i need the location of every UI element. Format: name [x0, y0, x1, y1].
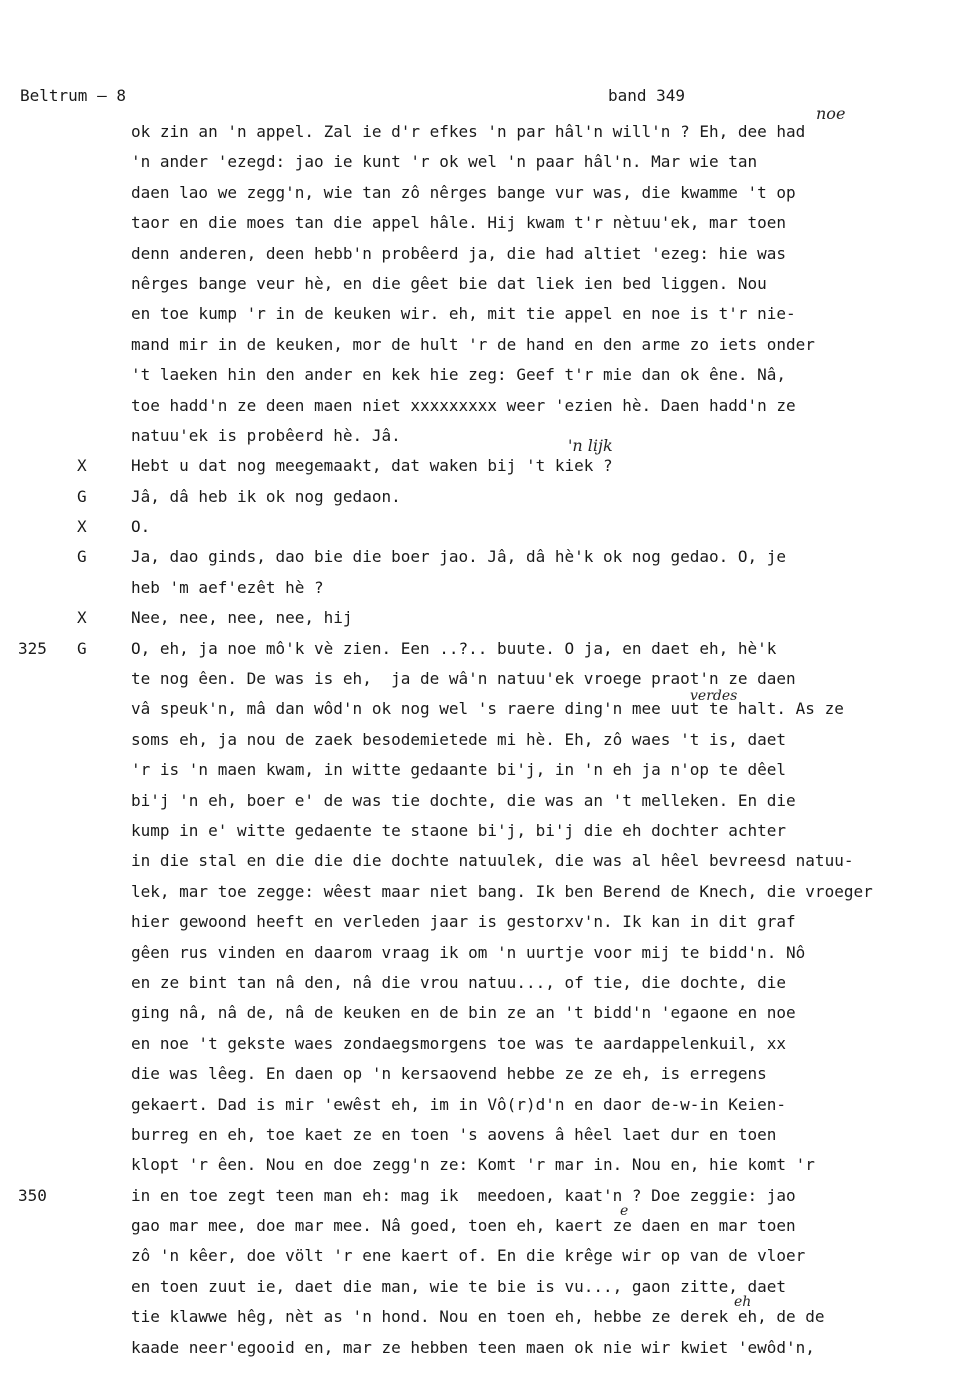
line-text: toe hadd'n ze deen maen niet xxxxxxxxx weer 'ezien hè. Daen hadd'n ze	[131, 395, 796, 415]
line-text: O.	[131, 517, 151, 537]
line-text: en noe 't gekste waes zondaegsmorgens toe was te aardappelenkuil, xx	[131, 1033, 787, 1053]
line-text: en toe kump 'r in de keuken wir. eh, mit tie appel en noe is t'r nie-	[131, 304, 796, 324]
transcript-line	[0, 846, 973, 876]
transcript-line	[0, 725, 973, 755]
line-text: Jâ, dâ heb ik ok nog gedaon.	[131, 486, 401, 506]
line-text: daen lao we zegg'n, wie tan zô nêrges bange vur was, die kwamme 't op	[131, 182, 796, 202]
transcript-line	[0, 269, 973, 299]
line-text: nêrges bange veur hè, en die gêet bie dat liek ien bed liggen. Nou	[131, 273, 767, 293]
transcript-line	[0, 755, 973, 785]
handwritten-correction-noe: noe	[816, 104, 846, 123]
handwritten-correction-lijk: 'n lijk	[568, 436, 613, 455]
line-text: natuu'ek is probêerd hè. Jâ.	[131, 425, 401, 445]
line-text: burreg en eh, toe kaet ze en toen 's aovens â hêel laet dur en toen	[131, 1124, 777, 1144]
line-text: gêen rus vinden en daarom vraag ik om 'n uurtje voor mij te bidd'n. Nô	[131, 942, 806, 962]
line-text: en ze bint tan nâ den, nâ die vrou natuu..., of tie, die dochte, die	[131, 972, 787, 992]
line-text: Ja, dao ginds, dao bie die boer jao. Jâ, dâ hè'k ok nog gedao. O, je	[131, 547, 787, 567]
line-text: heb 'm aef'ezêt hè ?	[131, 577, 324, 597]
line-text: taor en die moes tan die appel hâle. Hij kwam t'r nètuu'ek, mar toen	[131, 213, 787, 233]
transcript-line	[0, 178, 973, 208]
transcript-line	[0, 938, 973, 968]
line-text: gao mar mee, doe mar mee. Nâ goed, toen eh, kaert ze daen en mar toen	[131, 1216, 796, 1236]
transcript-line	[0, 603, 973, 633]
transcript-line	[0, 816, 973, 846]
transcript-line	[0, 512, 973, 542]
line-text: 'n ander 'ezegd: jao ie kunt 'r ok wel 'n paar hâl'n. Mar wie tan	[131, 152, 758, 172]
transcript-line	[0, 1120, 973, 1150]
transcript-line	[0, 998, 973, 1028]
transcript-line	[0, 299, 973, 329]
transcript-line	[0, 877, 973, 907]
line-text: Nee, nee, nee, nee, hij	[131, 608, 353, 628]
line-text: mand mir in de keuken, mor de hult 'r de hand en den arme zo iets onder	[131, 334, 815, 354]
line-number: 325	[18, 638, 47, 658]
transcript-line	[0, 421, 973, 451]
transcript-line	[0, 1059, 973, 1089]
transcript-line	[0, 1029, 973, 1059]
transcript-line	[0, 147, 973, 177]
speaker-code: G	[77, 486, 87, 506]
transcript-line	[0, 1241, 973, 1271]
handwritten-correction-verdes: verdes	[690, 688, 738, 704]
line-text: vâ speuk'n, mâ dan wôd'n ok nog wel 's raere ding'n mee uut te halt. As ze	[131, 699, 844, 719]
transcript-line	[0, 664, 973, 694]
line-text: bi'j 'n eh, boer e' de was tie dochte, die was an 't melleken. En die	[131, 790, 796, 810]
line-text: ging nâ, nâ de, nâ de keuken en de bin ze an 't bidd'n 'egaone en noe	[131, 1003, 796, 1023]
handwritten-correction-eh: eh	[734, 1294, 752, 1310]
line-text: die was lêeg. En daen op 'n kersaovend hebbe ze ze eh, is erregens	[131, 1064, 767, 1084]
line-text: ok zin an 'n appel. Zal ie d'r efkes 'n par hâl'n will'n ? Eh, dee had	[131, 122, 806, 141]
speaker-code: X	[77, 456, 87, 476]
transcript-line	[0, 1211, 973, 1241]
transcript-line	[0, 1150, 973, 1180]
transcript-line	[0, 1333, 973, 1363]
transcript-line	[0, 1090, 973, 1120]
speaker-code: G	[77, 638, 87, 658]
speaker-code: X	[77, 517, 87, 537]
transcript-line	[0, 391, 973, 421]
page-header	[20, 86, 953, 110]
line-text: 'r is 'n maen kwam, in witte gedaante bi'j, in 'n eh ja n'op te dêel	[131, 760, 787, 780]
line-text: en toen zuut ie, daet die man, wie te bie is vu..., gaon zitte, daet	[131, 1276, 787, 1296]
transcript-line	[0, 907, 973, 937]
transcript-line	[0, 542, 973, 572]
line-text: zô 'n kêer, doe völt 'r ene kaert of. En die krêge wir op van de vloer	[131, 1246, 806, 1266]
line-text: Hebt u dat nog meegemaakt, dat waken bij 't kiek ?	[131, 456, 613, 476]
transcript-line	[0, 360, 973, 390]
line-text: tie klawwe hêg, nèt as 'n hond. Nou en toen eh, hebbe ze derek eh, de de	[131, 1307, 825, 1327]
transcript-line	[0, 786, 973, 816]
line-text: O, eh, ja noe mô'k vè zien. Een ..?.. buute. O ja, en daet eh, hè'k	[131, 638, 777, 658]
line-number: 350	[18, 1185, 47, 1205]
line-text: hier gewoond heeft en verleden jaar is gestorxv'n. Ik kan in dit graf	[131, 912, 796, 932]
header-title: Beltrum – 8	[20, 86, 126, 105]
transcript-line	[0, 634, 973, 664]
transcript-line	[0, 330, 973, 360]
line-text: lek, mar toe zegge: wêest maar niet bang. Ik ben Berend de Knech, die vroeger	[131, 881, 873, 901]
line-text: denn anderen, deen hebb'n probêerd ja, die had altiet 'ezeg: hie was	[131, 243, 787, 263]
speaker-code: G	[77, 547, 87, 567]
transcript-line	[0, 208, 973, 238]
line-text: gekaert. Dad is mir 'ewêst eh, im in Vô(r)d'n en daor de-w-in Keien-	[131, 1094, 787, 1114]
header-tape-number: band 349	[608, 86, 686, 105]
line-text: in en toe zegt teen man eh: mag ik meedoen, kaat'n ? Doe zeggie: jao	[131, 1185, 796, 1205]
line-text: kump in e' witte gedaente te staone bi'j, bi'j die eh dochter achter	[131, 820, 787, 840]
transcript-line	[0, 1302, 973, 1332]
transcript-line	[0, 482, 973, 512]
transcript-line	[0, 573, 973, 603]
transcript-line	[0, 694, 973, 724]
speaker-code: X	[77, 608, 87, 628]
line-text: te nog êen. De was is eh, ja de wâ'n natuu'ek vroege praot'n ze daen	[131, 669, 796, 689]
handwritten-correction-e: e	[620, 1203, 629, 1219]
transcript-line	[0, 1272, 973, 1302]
line-text: soms eh, ja nou de zaek besodemietede mi hè. Eh, zô waes 't is, daet	[131, 729, 787, 749]
transcript-line	[0, 968, 973, 998]
line-text: kaade neer'egooid en, mar ze hebben teen maen ok nie wir kwiet 'ewôd'n,	[131, 1337, 815, 1357]
transcript-line	[0, 451, 973, 481]
transcript-body	[0, 117, 973, 1363]
line-text: in die stal en die die die dochte natuulek, die was al hêel bevreesd natuu-	[131, 851, 854, 871]
line-text: 't laeken hin den ander en kek hie zeg: Geef t'r mie dan ok êne. Nâ,	[131, 365, 787, 385]
transcript-line	[0, 239, 973, 269]
line-text: klopt 'r êen. Nou en doe zegg'n ze: Komt 'r mar in. Nou en, hie komt 'r	[131, 1155, 815, 1175]
transcript-line	[0, 1181, 973, 1211]
